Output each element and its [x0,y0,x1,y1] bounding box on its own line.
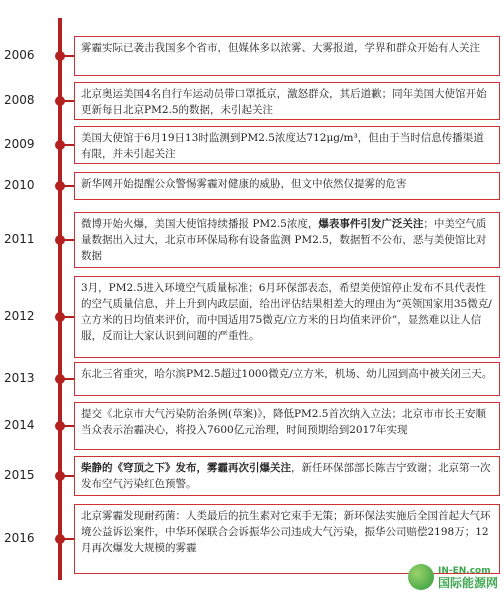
timeline-year: 2012 [4,309,35,323]
timeline-event-box: 美国大使馆于6月19日13时监测到PM2.5浓度达712μg/m³，但由于当时信息传播渠道有限，并未引起关注 [74,126,500,164]
timeline-connector [62,538,74,540]
timeline-event-box: 柴静的《穹顶之下》发布，雾霾再次引爆关注，新任环保部部长陈吉宁致谢；北京第一次发布空气污染红色预警。 [74,456,500,496]
timeline-connector [62,185,74,187]
timeline-connector [62,55,74,57]
timeline-event-box: 新华网开始提醒公众警惕雾霾对健康的威胁，但文中依然仅提雾的危害 [74,172,500,200]
timeline-year: 2014 [4,418,35,432]
watermark-site: IN-EN.com [437,566,491,576]
timeline-event-box: 雾霾实际已袭击我国多个省市，但媒体多以浓雾、大雾报道，学界和群众开始有人关注 [74,36,500,76]
timeline-event-box: 提交《北京市大气污染防治条例(草案)》，降低PM2.5首次纳入立法；北京市市长王安顺当众表示治霾决心，将投入7600亿元治理，时间预期给到2017年实现 [74,402,500,450]
timeline-connector [62,100,74,102]
timeline-event-box: 微博开始火爆，美国大使馆持续播报 PM2.5浓度，爆表事件引发广泛关注；中美空气质量数据出入过大，北京市环保局称有设备监测 PM2.5，数据暂不公布，恶与美使馆比对数据 [74,212,500,268]
timeline-connector [62,144,74,146]
timeline-connector [62,425,74,427]
timeline-event-box: 北京雾霾发现耐药菌：人类最后的抗生素对它束手无策；新环保法实施后全国首起大气环境公益诉讼案件，中华环保联合会诉振华公司违成大气污染，振华公司赔偿2198万；12月再次爆发大规模的雾霾 [74,504,500,574]
timeline-connector [62,239,74,241]
timeline-connector [62,475,74,477]
timeline-event-box: 东北三省重灾，哈尔滨PM2.5超过1000微克/立方米，机场、幼儿园到高中被关闭三天。 [74,362,500,396]
timeline-year: 2016 [4,531,35,545]
leaf-logo-icon [408,564,434,590]
watermark [408,564,498,590]
timeline-year: 2015 [4,468,35,482]
timeline-year: 2006 [4,48,35,62]
timeline-connector [62,316,74,318]
watermark-name: 国际能源网 [437,576,498,590]
timeline-year: 2008 [4,93,35,107]
timeline-connector [62,378,74,380]
timeline-year: 2009 [4,137,35,151]
timeline-year: 2013 [4,371,35,385]
timeline-event-box: 3月，PM2.5进入环境空气质量标准；6月环保部表态，希望美使馆停止发布不具代表性的空气质量信息，并上升到内政层面，给出评估结果相差大的理由为“英领国家用35微克/立方米的日均值来评价，而中国适用75微克/立方米的日均值来评价”，显然难以让人信服，反而让大家认识到问题的严重性。 [74,276,500,358]
timeline-event-box: 北京奥运美国4名自行车运动员带口罩抵京，激怒群众，其后道歉；同年美国大使馆开始更新每日北京PM2.5的数据，未引起关注 [74,82,500,120]
timeline-year: 2011 [4,232,35,246]
timeline-year: 2010 [4,178,35,192]
